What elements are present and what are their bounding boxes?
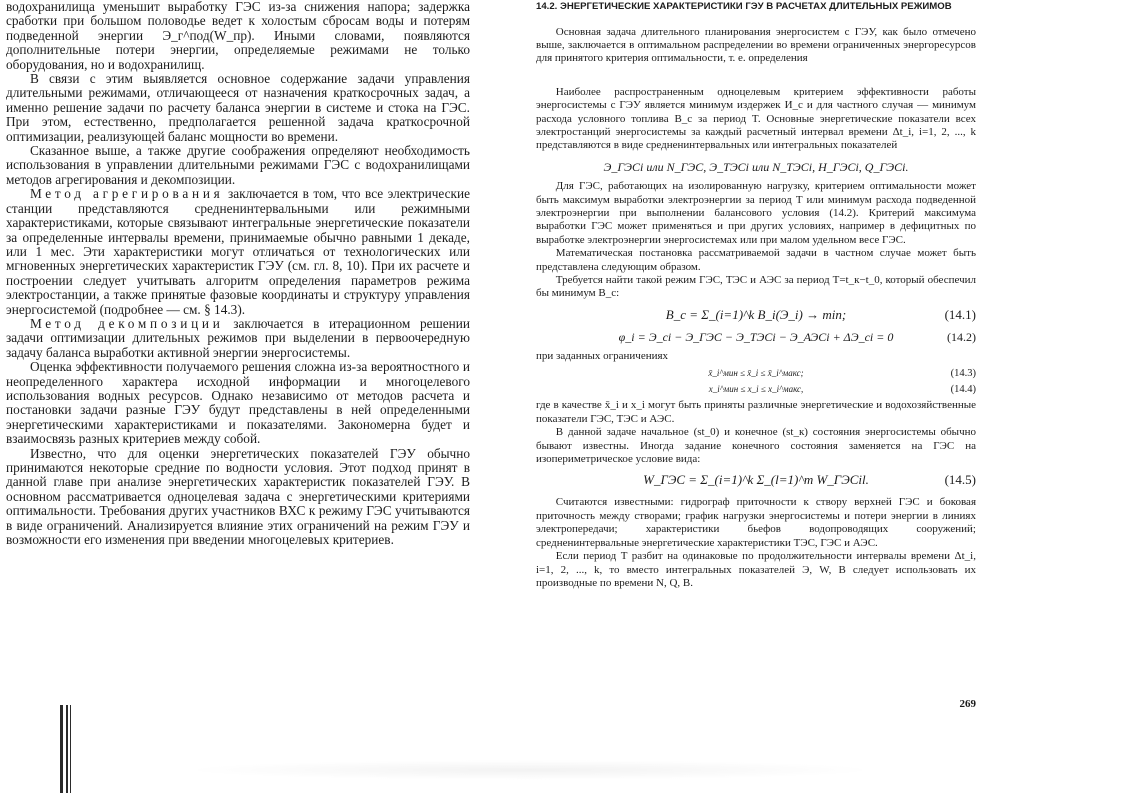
state-paragraph: В данной задаче начальное (st_0) и конечное (st_к) состояния энергосистемы обычно бывают известны. Иногда задание конечного состояния заменяется на ГЭС на изопериметрическое условие вида: (536, 426, 976, 466)
left-page (0, 0, 470, 793)
left-paragraph-2: В связи с этим выявляется основное содержание задачи управления длительными режимами, отличающееся от назначения краткосрочных задач, а именно решение задачи по расчету баланса энергии в системе и стока на ГЭС. При этом, естественно, предполагается решенной задача краткосрочной оптимизации, реализующей баланс мощности во времени. (6, 71, 470, 144)
math-statement-paragraph: Математическая постановка рассматриваемой задачи в частном случае может быть представлена следующим образом. (536, 247, 976, 273)
aggregation-method-text: заключается в том, что все электрические станции представляются средненинтервальными или режимными характеристиками, которые связывают интегральные энергетические показатели за определенные интервалы времени, принимаемые обычно равными 1 декаде, или 1 мес. Эти характеристики могут отличаться от технологических или мгновенных энергетических характеристик ГЭУ (см. гл. 8, 10). При их расчете и построении следует учитывать алгоритм определения параметров режима электростанции, а также принятые фазовые координаты и структуру управления энергосистемой (подробнее — см. § 14.3). (6, 186, 471, 317)
right-page (530, 0, 1122, 793)
section-title: 14.2. ЭНЕРГЕТИЧЕСКИЕ ХАРАКТЕРИСТИКИ ГЭУ В РАСЧЕТАХ ДЛИТЕЛЬНЫХ РЕЖИМОВ (536, 1, 952, 12)
left-paragraph-7: Известно, что для оценки энергетических показателей ГЭУ обычно принимаются некоторые средние по водности условия. Этот подход принят в данной главе при анализе энергетических характеристик показателей ГЭУ. В основном рассматривается одноцелевая задача с энергетическими критериями оптимальности. Требования других участников ВХС к режиму ГЭС учитываются в виде ограничений. Анализируется влияние этих ограничений на режим ГЭУ и возможности его изменения при введении многоцелевых критериев. (6, 445, 470, 548)
known-data-paragraph: Считаются известными: гидрограф приточности к створу верхней ГЭС и боковая приточность между створами; график нагрузки энергосистемы и потери энергии в линиях электропередачи; характеристики бьефов водопроводящих сооружений; средненинтервальные энергетические характеристики ТЭС, ГЭС и АЭС. (536, 496, 976, 549)
indicator-formula-list: Э_ГЭСi или N_ГЭС, Э_ТЭСi или N_ТЭСi, H_ГЭСi, Q_ГЭСi. (603, 159, 909, 174)
left-page-text (6, 0, 470, 547)
constraints-label: при заданных ограничениях (536, 350, 669, 363)
left-paragraph-decomposition (6, 317, 470, 360)
equation-14-1-expression: B_с = Σ_(i=1)^k B_i(Э_i) → min; (665, 306, 847, 322)
left-paragraph-3: Сказанное выше, а также другие соображения определяют необходимость использования в управлении длительными режимами ГЭС с водохранилищами методов агрегирования и декомпозиции. (6, 143, 470, 187)
left-paragraph-1: водохранилища уменьшит выработку ГЭС из-за снижения напора; задержка сработки при большом половодье ведет к холостым сбросам воды и потерям подведенной энергии Э_г^под(W_пр). Иными словами, появляются дополнительные потери энергии, определяемые режимами не только оборудования, но и водохранилищ. (6, 0, 470, 72)
equation-14-4-number: (14.4) (950, 384, 976, 396)
equation-14-3-expression: x̄_i^мин ≤ x̄_i ≤ x̄_i^макс; (708, 367, 804, 378)
equation-14-5-number: (14.5) (944, 472, 976, 488)
equation-14-4-expression: x_i^мин ≤ x_i ≤ x_i^макс, (708, 384, 804, 395)
decomposition-method-text: заключается в итерационном решении задачи оптимизации длительных режимов при выделении в первоочередную задачу баланса выработки активной энергии энергосистемы. (6, 315, 470, 360)
period-paragraph: Если период T разбит на одинаковые по продолжительности интервалы времени Δt_i, i=1, 2, ..., k, то вместо интегральных показателей Э, W, B следует использовать их производные по времени N, Q, B. (536, 550, 976, 589)
left-paragraph-aggregation (6, 187, 470, 317)
ges-criterion-paragraph: Для ГЭС, работающих на изолированную нагрузку, критерием оптимальности может быть максимум выработки электроэнергии за период T или минимум расхода подведенной электроэнергии при выполнении балансового условия (14.2). Критерий максимума выработки ГЭС может применяться и при других условиях, например в дефицитных по выработке электроэнергии энергосистемах или при малом удельном весе ГЭС. (536, 180, 976, 246)
requirement-paragraph: Требуется найти такой режим ГЭС, ТЭС и АЭС за период T=t_к−t_0, который обеспечил бы минимум B_с: (536, 274, 976, 300)
equation-14-4 (536, 383, 976, 396)
aggregation-method-term: Метод агрегирования (29, 186, 224, 202)
equation-14-5-expression: W_ГЭС = Σ_(i=1)^k Σ_(l=1)^m W_ГЭСil. (643, 472, 869, 488)
equation-14-5 (536, 472, 976, 488)
page-number: 269 (959, 698, 976, 710)
equation-14-3 (536, 367, 976, 380)
equation-14-2-number: (14.2) (947, 329, 976, 344)
equation-14-2-expression: φ_i = Э_сi − Э_ГЭС − Э_ТЭСi − Э_АЭСi + ΔЭ_сi = 0 (618, 329, 894, 344)
binding-shadow (60, 705, 80, 793)
equation-14-3-number: (14.3) (950, 367, 976, 379)
decomposition-method-term: Метод декомпозиции (29, 315, 224, 331)
left-paragraph-6: Оценка эффективности получаемого решения сложна из-за вероятностного и неопределенного характера исходной информации и многоцелевого использования водных ресурсов. Однако независимо от методов расчета и постановки задачи разные ГЭУ будут представлены в ней определенными энергетическими характеристиками и показателями. Закономерна будет и взаимосвязь разных критериев между собой. (6, 359, 470, 447)
intro-paragraph: Основная задача длительного планирования энергосистем с ГЭУ, как было отмечено выше, заключается в оптимальном распределении во времени ограниченных энергоресурсов для принятого критерия оптимальности, т. е. определения (536, 25, 976, 65)
equation-14-1-number: (14.1) (944, 306, 976, 322)
criterion-paragraph: Наиболее распространенным одноцелевым критерием эффективности работы энергосистемы с ГЭУ является минимум издержек И_с и для частного случая — минимум расхода условного топлива B_с за период T. Основные энергетические показатели всех электростанций энергосистемы за каждый расчетный интервал времени Δt_i, i=1, 2, ..., k представляются в виде средненинтервальных или интегральных показателей (536, 85, 976, 152)
right-page-text (536, 0, 976, 590)
equation-14-2 (536, 331, 976, 344)
where-paragraph: где в качестве x̄_i и x_i могут быть приняты различные энергетические и водохозяйственные показатели ГЭС, ТЭС и АЭС. (536, 399, 976, 425)
equation-14-1 (536, 307, 976, 323)
scan-shadow (180, 760, 880, 780)
